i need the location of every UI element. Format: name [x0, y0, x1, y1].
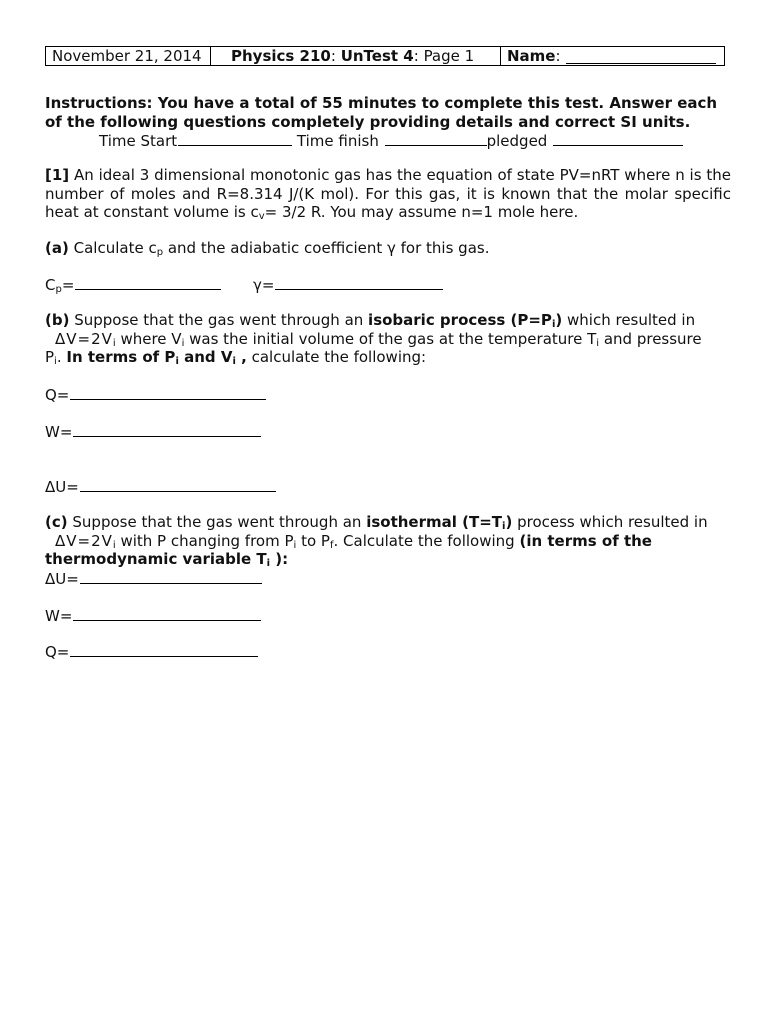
c-q-label: Q= — [45, 643, 70, 661]
part-a-text-end: and the adiabatic coefficient γ for this gas. — [163, 239, 490, 257]
ti-bold-subscript: i — [502, 521, 506, 532]
gamma-blank[interactable] — [275, 275, 443, 290]
isobaric-label-end: ) — [555, 311, 563, 329]
cp-answer: $C_p= \gamma=$ — [45, 275, 443, 294]
instructions-line-1: Instructions: You have a total of 55 minutes to complete this test. Answer each — [45, 94, 718, 112]
c-w-label: W= — [45, 607, 73, 625]
part-a — [45, 239, 731, 258]
pi-subscript-c: i — [293, 539, 297, 551]
time-line — [45, 131, 731, 151]
test-name: UnTest 4 — [340, 47, 414, 65]
pledged-blank[interactable] — [553, 131, 683, 146]
cp-label: C — [45, 276, 56, 294]
isothermal-label-end: ) — [505, 513, 513, 531]
delta-v: ΔV=2V — [55, 329, 113, 348]
time-finish-label: Time finish — [296, 132, 379, 150]
gamma-label: γ= — [252, 276, 275, 294]
c-du-blank[interactable] — [80, 569, 262, 584]
c-q-answer — [45, 642, 258, 661]
time-start-blank[interactable] — [178, 131, 292, 146]
header-name: Name : — [501, 47, 724, 65]
page-number: Page 1 — [423, 47, 475, 65]
thermo-variable: thermodynamic variable T — [45, 550, 267, 568]
comma: , — [235, 348, 247, 366]
b-w-answer — [45, 422, 261, 441]
cp-blank[interactable] — [75, 275, 221, 290]
part-b-text-5: and pressure — [603, 329, 702, 348]
vi-subscript: i — [112, 337, 116, 349]
c-du-answer — [45, 569, 262, 588]
p-symbol: P — [45, 348, 55, 366]
ti-subscript-c: i — [266, 558, 271, 569]
pi-bold-subscript: i — [175, 356, 179, 367]
part-c-text-2: process which resulted in — [517, 513, 708, 531]
b-q-blank[interactable] — [70, 385, 266, 400]
thermo-variable-end: ): — [270, 550, 289, 568]
pledged-label: pledged — [486, 132, 548, 150]
part-b-text-3: where V — [120, 329, 182, 348]
in-terms-of-c: (in terms of the — [519, 531, 652, 550]
p-subscript: i — [54, 356, 57, 367]
in-terms-of: In terms of P — [66, 348, 176, 366]
part-b-text-2: which resulted in — [567, 311, 696, 329]
problem-1 — [45, 166, 731, 222]
vi-bold-subscript: i — [232, 356, 236, 367]
name-blank[interactable] — [566, 49, 716, 64]
c-du-label: ΔU= — [45, 570, 79, 588]
delta-v-c: ΔV=2V — [55, 531, 113, 550]
part-b-label: (b) — [45, 311, 70, 329]
header-title: Physics 210 : UnTest 4 : Page 1 — [211, 47, 501, 65]
part-b-text: Suppose that the gas went through an — [74, 311, 364, 329]
cv-subscript: v — [258, 211, 265, 222]
problem-1-text-end: = 3/2 R. You may assume n=1 mole here. — [264, 203, 579, 221]
header-date — [46, 47, 211, 65]
time-start-label: Time Start — [99, 132, 178, 150]
w-label: W= — [45, 423, 73, 441]
pi-subscript: i — [551, 319, 556, 330]
isothermal-label: isothermal (T=T — [366, 513, 503, 531]
b-w-blank[interactable] — [73, 422, 261, 437]
problem-number: [1] — [45, 166, 70, 184]
vi-subscript-c: i — [112, 539, 116, 551]
b-q-answer — [45, 385, 266, 404]
c-w-answer — [45, 606, 261, 625]
ti-subscript: i — [596, 337, 600, 349]
part-b: (b) Suppose that the gas went through an isobaric process $(P=P_i)$ which resulted in $\Delta V=2V_i$ where $V_i$ was the initial volume of the gas at the temperature $T_i$ and pressure $P_i$. In terms of $P_i$ and $V_i$ , calculate the following: — [45, 311, 702, 367]
pf-subscript: f — [329, 539, 334, 551]
c-w-blank[interactable] — [73, 606, 261, 621]
part-c-text-3: with P changing from P — [120, 531, 294, 550]
instructions — [45, 94, 731, 151]
time-finish-blank[interactable] — [385, 131, 487, 146]
part-a-label: (a) — [45, 239, 69, 257]
part-b-text-4: was the initial volume of the gas at the temperature T — [189, 329, 597, 348]
part-a-text: Calculate c — [73, 239, 157, 257]
date-text: November 21, 2014 — [52, 47, 202, 65]
part-c-text-4: to P — [301, 531, 330, 550]
instructions-line-2: of the following questions completely providing details and correct SI units. — [45, 112, 691, 131]
name-label: Name — [507, 47, 556, 65]
isobaric-label: isobaric process (P=P — [368, 311, 552, 329]
q-label: Q= — [45, 386, 70, 404]
cp-label-subscript: p — [55, 284, 62, 295]
cp-subscript: p — [156, 247, 164, 258]
du-label: ΔU= — [45, 478, 79, 496]
b-du-answer — [45, 477, 276, 496]
part-c — [45, 513, 731, 569]
part-c-text-5: . Calculate the following — [333, 531, 515, 550]
problem-1-text: An ideal 3 dimensional monotonic gas has the equation of state PV=nRT where n is the number of moles and R=8.314 J/(K mol). For this gas, it is known that the molar specific heat at constant volume is c — [45, 166, 731, 221]
b-du-blank[interactable] — [80, 477, 276, 492]
test-header — [45, 46, 725, 66]
vi-subscript-2: i — [181, 337, 185, 349]
part-c-text: Suppose that the gas went through an — [72, 513, 362, 531]
part-b-text-6: calculate the following: — [251, 348, 427, 366]
part-c-label: (c) — [45, 513, 68, 531]
course-name: Physics 210 — [231, 47, 331, 65]
and-v: and V — [178, 348, 233, 366]
c-q-blank[interactable] — [70, 642, 258, 657]
